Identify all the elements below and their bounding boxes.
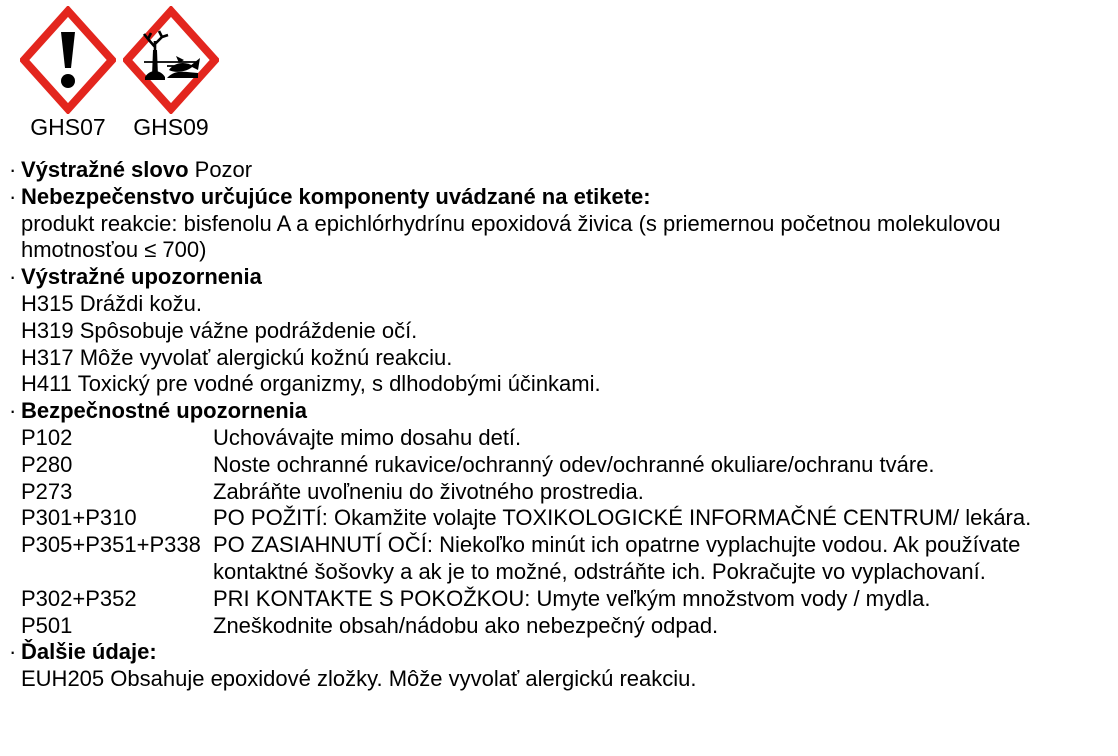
hazard-components-text-line-2: hmotnosťou ≤ 700) xyxy=(21,237,207,263)
hazard-statements-heading xyxy=(8,264,1106,291)
precautionary-code: P102 xyxy=(21,424,73,450)
hazard-statement-h315 xyxy=(8,291,1106,318)
precautionary-text: PRI KONTAKTE S POKOŽKOU: Umyte veľkým množstvom vody / mydla. xyxy=(213,585,931,611)
bullet-dot: · xyxy=(9,183,17,209)
hazard-statement-h411 xyxy=(8,371,1106,398)
hazard-statements-title: Výstražné upozornenia xyxy=(21,264,262,290)
hazard-components-heading xyxy=(8,184,1106,211)
precautionary-row-p301-p310 xyxy=(8,505,1106,532)
bullet-dot: · xyxy=(9,157,17,182)
precautionary-row-p102 xyxy=(8,425,1106,452)
precautionary-row-p501 xyxy=(8,613,1106,640)
additional-data-title: Ďalšie údaje: xyxy=(21,639,157,665)
precautionary-row-p280 xyxy=(8,452,1106,479)
precautionary-text: Noste ochranné rukavice/ochranný odev/ochranné okuliare/ochranu tváre. xyxy=(213,451,935,477)
hazard-text: Môže vyvolať alergickú kožnú reakciu. xyxy=(79,344,453,370)
hazard-components-text-line-1: produkt reakcie: bisfenolu A a epichlórhydrínu epoxidová živica (s priemernou početnou molekulovou xyxy=(21,210,1001,236)
hazard-components-title: Nebezpečenstvo určujúce komponenty uvádzané na etikete: xyxy=(21,183,651,209)
hazard-code: H411 xyxy=(21,371,72,397)
hazard-text: Spôsobuje vážne podráždenie očí. xyxy=(79,317,418,343)
bullet-dot: · xyxy=(9,398,17,424)
hazard-code: H317 xyxy=(21,344,74,370)
euh-text: Obsahuje epoxidové zložky. Môže vyvolať alergickú reakciu. xyxy=(110,666,697,692)
precautionary-text: PO POŽITÍ: Okamžite volajte TOXIKOLOGICKÉ INFORMAČNÉ CENTRUM/ lekára. xyxy=(213,505,1032,531)
additional-data-euh205-line xyxy=(8,666,1106,693)
precautionary-code: P305+P351+P338 xyxy=(21,532,201,558)
bullet-dot: · xyxy=(9,639,17,665)
precautionary-row-p305-p351-p338 xyxy=(8,532,1106,586)
precautionary-code: P501 xyxy=(21,612,73,638)
precautionary-row-p273 xyxy=(8,479,1106,506)
environment-hazard-icon xyxy=(123,6,219,114)
exclamation-mark-icon xyxy=(20,6,116,114)
ghs-pictograms xyxy=(20,6,1106,140)
precautionary-text: Zneškodnite obsah/nádobu ako nebezpečný odpad. xyxy=(213,612,719,638)
precautionary-code: P301+P310 xyxy=(21,505,137,531)
hazard-text: Toxický pre vodné organizmy, s dlhodobými účinkami. xyxy=(77,371,601,397)
signal-word-line xyxy=(8,157,1106,184)
pictogram-ghs09 xyxy=(123,6,219,140)
pictogram-code-ghs07: GHS07 xyxy=(30,114,106,140)
precautionary-code: P302+P352 xyxy=(21,585,137,611)
signal-word-value: Pozor xyxy=(194,157,253,182)
hazard-statement-h319 xyxy=(8,318,1106,345)
precautionary-row-p302-p352 xyxy=(8,586,1106,613)
pictogram-code-ghs09: GHS09 xyxy=(133,114,209,140)
precautionary-code: P273 xyxy=(21,478,73,504)
precautionary-statements-heading xyxy=(8,398,1106,425)
precautionary-text: PO ZASIAHNUTÍ OČÍ: Niekoľko minút ich opatrne vyplachujte vodou. Ak používate kontaktné šošovky a ak je to možné, odstráňte ich. Pokračujte vo vyplachovaní. xyxy=(213,532,1021,584)
additional-data-heading xyxy=(8,639,1106,666)
precautionary-text: Uchovávajte mimo dosahu detí. xyxy=(213,424,522,450)
precautionary-code: P280 xyxy=(21,451,73,477)
hazard-code: H319 xyxy=(21,317,74,343)
hazard-code: H315 xyxy=(21,290,74,316)
precautionary-statements-title: Bezpečnostné upozornenia xyxy=(21,398,308,424)
bullet-dot: · xyxy=(9,264,17,290)
euh-code: EUH205 xyxy=(21,666,105,692)
precautionary-text: Zabráňte uvoľneniu do životného prostredia. xyxy=(213,478,644,504)
hazard-text: Dráždi kožu. xyxy=(79,290,202,316)
label-text-block xyxy=(8,157,1106,693)
signal-word-label: Výstražné slovo xyxy=(21,157,189,182)
hazard-statement-h317 xyxy=(8,345,1106,372)
pictogram-ghs07 xyxy=(20,6,116,140)
